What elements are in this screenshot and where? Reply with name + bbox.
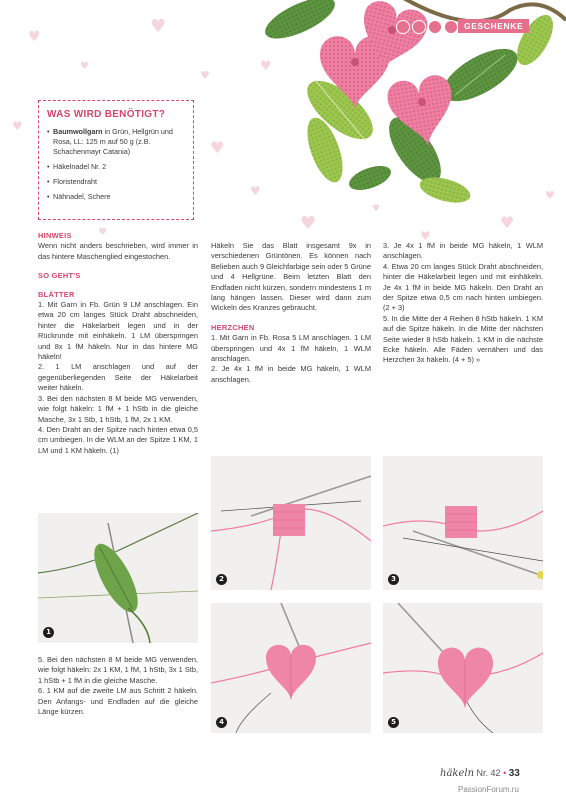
materials-item (47, 192, 185, 202)
issue-number: Nr. 42 (476, 768, 501, 778)
materials-box (38, 100, 194, 220)
herzchen-heading: HERZCHEN (211, 322, 255, 332)
blaetter-step: 2. 1 LM anschlagen und auf der gegenüberliegenden Seite der Häkelarbeit weiter häkeln. (38, 362, 198, 393)
blaetter-step: 4. Den Draht an der Spitze nach hinten etwa 0,5 cm umbiegen. In die WLM an der Spitze 1 KM, 1 LM und 1 KM häkeln. (1) (38, 424, 198, 455)
text-column-1 (38, 231, 198, 456)
materials-item (47, 177, 185, 187)
heart-decoration-icon: ♥ (98, 227, 107, 238)
so-gehts-heading: SO GEHT'S (38, 271, 81, 281)
step-photo-1 (38, 513, 198, 643)
materials-item (47, 162, 185, 172)
photo-number: 1 (43, 627, 54, 638)
footer-bullet: • (503, 768, 507, 778)
header-dot (444, 20, 458, 34)
materials-title: WAS WIRD BENÖTIGT? (47, 109, 166, 120)
materials-list (47, 127, 185, 202)
watermark: PassionForum.ru (458, 785, 519, 794)
step-photo-3 (383, 456, 543, 590)
blaetter-step: 3. Bei den nächsten 8 M beide MG verwenden, wie folgt häkeln: 1 fM + 1 hStb in die gleiche Masche, 3x 1 Stb, 1 hStb, 1 fM, 2x 1 KM. (38, 393, 198, 424)
blaetter-step: 5. Bei den nächsten 8 M beide MG verwenden, wie folgt häkeln: 2x 1 KM, 1 fM, 1 hStb, 3x 1 Stb, 1 hStb + 1 fM in die gleiche Masche. (38, 655, 198, 685)
heart-decoration-icon: ♥ (200, 69, 210, 82)
page-footer (440, 768, 520, 779)
materials-item-text: Floristendraht (53, 177, 97, 186)
photo-number: 3 (388, 574, 399, 585)
step-photo-4 (211, 603, 371, 733)
photo-number: 4 (216, 717, 227, 728)
header-dot (412, 20, 426, 34)
photo-number: 2 (216, 574, 227, 585)
heart-decoration-icon: ♥ (210, 138, 225, 157)
heart-decoration-icon: ♥ (300, 213, 317, 234)
materials-item-text: Häkelnadel Nr. 2 (53, 162, 107, 171)
herzchen-step: 2. Je 4x 1 fM in beide MG häkeln, 1 WLM anschlagen. (211, 364, 371, 384)
heart-decoration-icon: ♥ (372, 204, 381, 214)
heart-decoration-icon: ♥ (500, 213, 515, 232)
text-column-1b (38, 655, 198, 717)
herzchen-step: 5. In die Mitte der 4 Reihen 8 hStb häkeln. 1 KM auf die Spitze häkeln. In die Mitte der nächsten Seite wieder 8 hStb häkeln. 1 KM in die nächste Ecke häkeln. Alle Fäden vernähen und das Herzchen 3x häkeln. (4 + 5) » (383, 313, 543, 365)
header-dot (428, 20, 442, 34)
materials-item-text: Nähnadel, Schere (53, 192, 111, 201)
blaetter-step: 1. Mit Garn in Fb. Grün 9 LM anschlagen. Ein etwa 20 cm langes Stück Draht abschneiden, hinter die Häkelarbeit legen und in der Rückrunde mit einhäkeln. 1 LM überspringen und 8x 1 fM häkeln. Nur in das hintere MG häkeln! (38, 300, 198, 362)
heart-decoration-icon: ♥ (12, 119, 23, 133)
herzchen-step: 1. Mit Garn in Fb. Rosa 5 LM anschlagen. 1 LM überspringen und 4x 1 fM häkeln, 1 WLM anschlagen. (211, 333, 371, 364)
heart-decoration-icon: ♥ (250, 184, 261, 198)
heart-decoration-icon: ♥ (150, 16, 167, 37)
section-tag: GESCHENKE (458, 19, 529, 33)
herzchen-step: 3. Je 4x 1 fM in beide MG häkeln, 1 WLM anschlagen. (383, 241, 543, 261)
header-dot (396, 20, 410, 34)
photo-number: 5 (388, 717, 399, 728)
herzchen-step: 4. Etwa 20 cm langes Stück Draht abschneiden, hinter die Häkelarbeit legen und mit einhäkeln. Je 4x 1 fM in beide MG häkeln. Den Draht an der Spitze etwa 0,5 cm nach hinten umbiegen. (2 + 3) (383, 261, 543, 313)
text-column-3 (383, 241, 543, 366)
materials-item-strong: Baumwollgarn (53, 127, 103, 136)
blaetter-step: 6. 1 KM auf die zweite LM aus Schritt 2 häkeln. Den Anfangs- und Endfaden auf die gleiche Länge kürzen. (38, 686, 198, 717)
materials-item-text: in Grün, Hellgrün und Rosa, LL: 125 m auf 50 g (z.B. Schachenmayr Catania) (53, 127, 173, 156)
materials-item (47, 127, 185, 157)
heart-decoration-icon: ♥ (80, 61, 89, 72)
heart-decoration-icon: ♥ (28, 29, 41, 45)
heart-decoration-icon: ♥ (420, 229, 431, 243)
magazine-brand: häkeln (440, 768, 475, 779)
hinweis-heading: HINWEIS (38, 231, 72, 240)
text-column-2 (211, 241, 371, 385)
step-photo-2 (211, 456, 371, 590)
heart-decoration-icon: ♥ (545, 189, 555, 202)
blaetter-heading: BLÄTTER (38, 289, 75, 299)
column2-intro: Häkeln Sie das Blatt insgesamt 9x in verschiedenen Grüntönen. Es können nach Belieben auch 9 Gleichfarbige sein oder 5 Grüne und 4 Hellgrüne. Beim letzten Blatt den Endfaden nicht kürzen, sondern mindestens 1 m lang hängen lassen. Dieser wird dann zum Wickeln des Kranzes gebraucht. (211, 241, 371, 313)
step-photo-5 (383, 603, 543, 733)
hinweis-text: Wenn nicht anders beschrieben, wird immer in das hintere Maschenglied eingestochen. (38, 241, 198, 261)
heart-decoration-icon: ♥ (260, 59, 272, 74)
page-number: 33 (508, 768, 520, 779)
